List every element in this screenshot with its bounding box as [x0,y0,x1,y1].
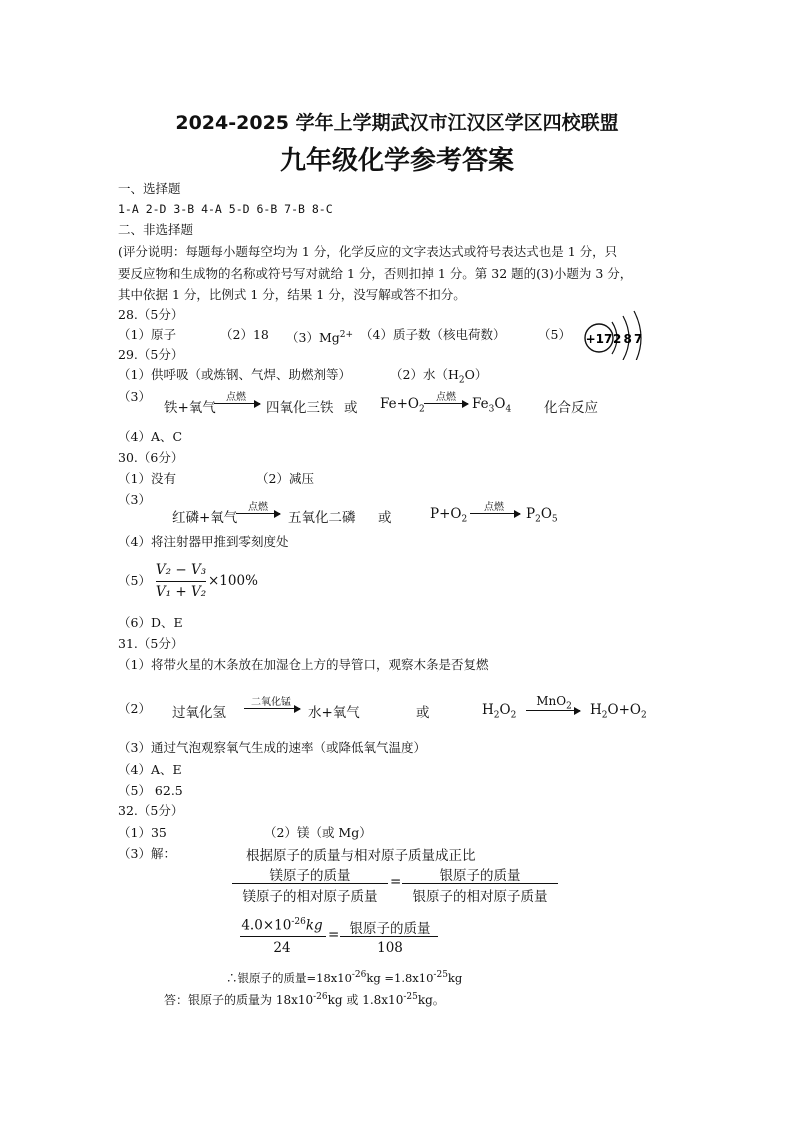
q31-answer5: （5） 62.5 [118,783,183,798]
q28-answer1: （1）原子 [118,327,176,342]
q31-answer1: （1）将带火星的木条放在加湿仓上方的导管口，观察木条是否复燃 [118,657,489,672]
q30-answer6: （6）D、E [118,615,183,630]
document-subtitle: 九年级化学参考答案 [279,146,514,176]
q32-frac2-denominator: 银原子的相对原子质量 [412,889,548,905]
q32-equals2: = [328,927,340,943]
q31-answer4: （4）A、E [118,762,182,777]
q30-formula-numerator: V₂ − V₃ [155,562,207,578]
q32-answer-statement: 答：银原子的质量为 $18x10^{-26}kg$ 或 $1.8x10^{-25}kg$。 [164,992,445,1007]
q30-answer2: （2）减压 [256,471,314,486]
q32-frac4-numerator: 银原子的质量 [349,921,431,937]
q28-answer4: （4）质子数（核电荷数） [360,327,506,342]
q31-word-arrow [244,708,300,709]
q28-answer5-label: （5） [538,327,571,342]
scoring-note-line3: 其中依据 1 分，比例式 1 分，结果 1 分，没写解或答不扣分。 [118,287,466,302]
q30-answer1: （1）没有 [118,471,176,486]
q30-word-products: 五氧化二磷 [288,510,356,526]
q31-symbol-arrow [526,710,580,711]
scoring-note-line1: (评分说明：每题每小题每空均为 1 分，化学反应的文字表达式或符号表达式也是 1 分，只 [118,244,618,259]
document-title: 2024-2025 学年上学期武汉市江汉区学区四校联盟 [175,112,619,134]
q29-answer4: （4）A、C [118,429,183,444]
q32-equals1: = [390,874,402,890]
q32-frac4-denominator: 108 [377,940,403,956]
q29-symbol-products: $Fe_3O_4$ [472,396,512,415]
q29-symbol-arrow [424,403,468,404]
chlorine-atom-diagram [582,308,646,360]
q30-symbol-condition: 点燃 [484,502,504,513]
q29-word-arrow [214,403,260,404]
q29-answer1: （1）供呼吸（或炼钢、气焊、助燃剂等） [118,367,351,382]
q31-symbol-condition: MnO$_2$ [536,694,572,712]
scoring-note-line2: 要反应物和生成物的名称或符号写对就给 1 分，否则扣掉 1 分。第 32 题的(3)小题为 3 分， [118,266,633,281]
q31-answer2-label: （2） [118,701,151,716]
q32-frac4-bar [340,936,438,937]
q32-answer3-label: （3）解： [118,846,176,861]
q32-result: ∴银原子的质量$=18x10^{-26}kg =1.8x10^{-25}kg$ [226,970,463,985]
q30-symbol-reactants: $P+O_2$ [430,506,468,525]
q29-word-products: 四氧化三铁 [266,400,334,416]
q32-frac2-numerator: 银原子的质量 [439,868,521,884]
q32-frac1-bar [232,883,388,884]
q30-formula-bar [156,581,206,582]
q29-reaction-type: 化合反应 [544,400,598,416]
q30-word-arrow [236,513,280,514]
q30-symbol-products: $P_2O_5$ [526,506,558,525]
atom-shell-electrons: 2 8 7 [613,332,642,346]
q30-or: 或 [378,510,392,526]
q32-frac2-bar [402,883,558,884]
q31-symbol-products: $H_2O+O_2$ [590,702,647,721]
section1-answers: 1-A 2-D 3-B 4-A 5-D 6-B 7-B 8-C [118,202,333,216]
q29-symbol-reactants: $Fe+O_2$ [380,396,425,415]
q32-heading: 32.（5分） [118,803,184,818]
q32-answer2: （2）镁（或 Mg） [264,825,372,840]
q29-answer3-label: （3） [118,389,151,404]
q32-frac1-numerator: 镁原子的质量 [269,868,351,884]
q32-frac3-denominator: 24 [273,940,291,956]
q28-heading: 28.（5分） [118,307,184,322]
q32-frac3-bar [240,936,326,937]
q31-word-reactants: 过氧化氢 [172,705,226,721]
q29-word-reactants: 铁+氧气 [164,400,216,416]
q29-word-condition: 点燃 [226,392,246,403]
q30-heading: 30.（6分） [118,450,184,465]
q30-formula-denominator: V₁ + V₂ [155,584,207,600]
q32-answer1: （1）35 [118,825,167,840]
q32-basis: 根据原子的质量与相对原子质量成正比 [246,848,476,864]
q31-answer3: （3）通过气泡观察氧气生成的速率（或降低氧气温度） [118,740,426,755]
q29-heading: 29.（5分） [118,347,184,362]
q31-or: 或 [416,705,430,721]
atom-nucleus-charge: +17 [585,332,613,346]
q30-answer3-label: （3） [118,492,151,507]
q32-frac1-denominator: 镁原子的相对原子质量 [242,889,378,905]
section2-heading: 二、非选择题 [118,222,194,237]
q30-answer5-label: （5） [118,573,151,588]
q31-symbol-reactants: $H_2O_2$ [482,702,517,721]
q30-word-reactants: 红磷+氧气 [172,510,238,526]
section1-heading: 一、选择题 [118,181,181,196]
q30-formula-percent: ×100% [208,573,258,589]
q31-word-products: 水+氧气 [308,705,360,721]
q29-symbol-condition: 点燃 [436,392,456,403]
q30-word-condition: 点燃 [248,502,268,513]
q31-heading: 31.（5分） [118,636,184,651]
q32-frac3-numerator: $4.0\times 10^{-26}kg$ [241,917,323,934]
q28-answer2: （2）18 [220,327,269,342]
q30-symbol-arrow [470,513,520,514]
q29-or: 或 [344,400,358,416]
q28-answer3: $(3)Mg^{2+}$ [286,330,354,346]
q31-word-condition: 二氧化锰 [251,697,291,708]
q29-answer2: （2）水$(H_2O)$ [390,367,488,386]
q30-answer4: （4）将注射器甲推到零刻度处 [118,534,289,549]
